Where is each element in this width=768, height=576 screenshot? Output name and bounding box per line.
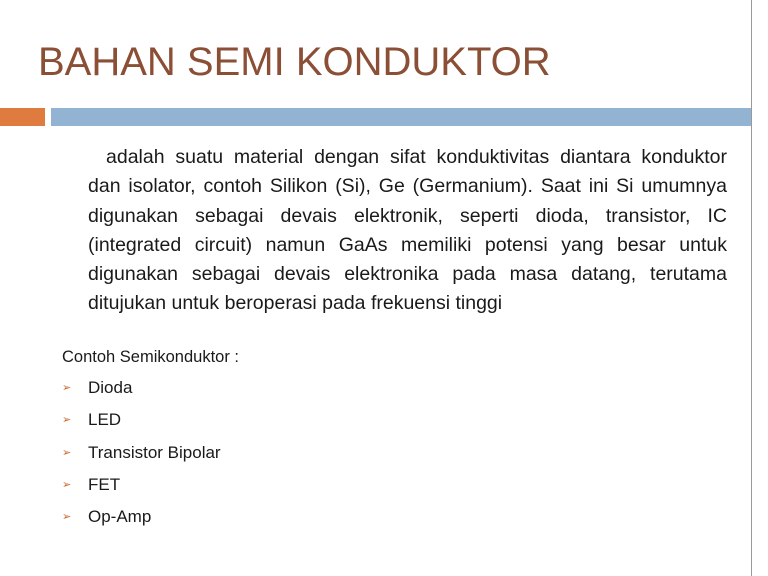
- list-item-label: Transistor Bipolar: [88, 442, 221, 462]
- list-heading: Contoh Semikonduktor :: [62, 348, 240, 366]
- list-item-label: FET: [88, 474, 121, 494]
- arrow-right-icon: ➢: [62, 511, 72, 524]
- definition-text: adalah suatu material dengan sifat konduktivitas diantara konduktor dan isolator, contoh Silikon (Si), Ge (Germanium). Saat ini Si umumnya digunakan sebagai devais elektronik, seperti dioda, transistor, IC (integrated circuit) namun GaAs memiliki potensi yang besar untuk digunakan sebagai devais elektronika pada masa datang, terutama ditujukan untuk beroperasi pada frekuensi tinggi: [88, 146, 727, 315]
- slide-frame-line: [751, 0, 752, 576]
- arrow-right-icon: ➢: [62, 478, 72, 491]
- title-underline-bar: [51, 108, 751, 126]
- arrow-right-icon: ➢: [62, 382, 72, 394]
- arrow-right-icon: ➢: [62, 414, 72, 427]
- definition-paragraph: [88, 143, 727, 319]
- slide-title: BAHAN SEMI KONDUKTOR: [38, 40, 551, 84]
- list-item-label: Dioda: [88, 378, 133, 397]
- arrow-right-icon: ➢: [62, 446, 72, 459]
- list-item-label: LED: [88, 410, 122, 430]
- title-accent-bar: [0, 108, 45, 126]
- list-item-label: Op-Amp: [88, 507, 152, 527]
